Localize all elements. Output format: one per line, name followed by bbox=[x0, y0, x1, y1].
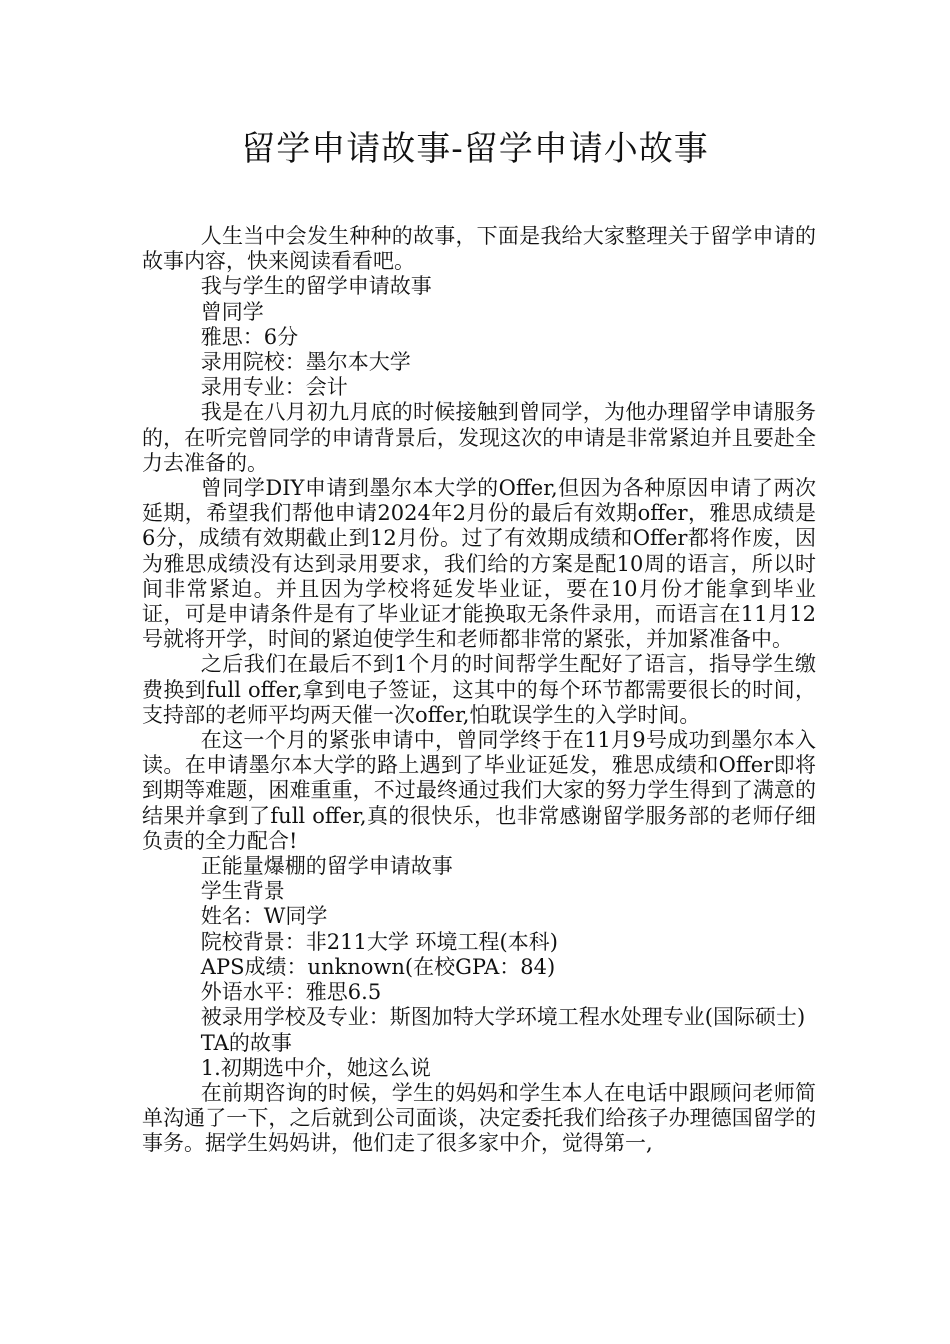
admitted-major: 录用专业：会计 bbox=[200, 375, 348, 400]
language-level: 外语水平：雅思6.5 bbox=[200, 980, 382, 1005]
paragraph-story-1-a: 我是在八月初九月底的时候接触到曾同学，为他办理留学申请服务的，在听完曾同学的申请背景后，发现这次的申请是非常紧迫并且要赴全力去准备的。 bbox=[142, 400, 816, 475]
paragraph-story-1-b: 曾同学DIY申请到墨尔本大学的Offer,但因为各种原因申请了两次延期，希望我们帮他申请2024年2月份的最后有效期offer，雅思成绩是6分，成绩有效期截止到12月份。过了有效期成绩和Offer都将作废，因为雅思成绩没有达到录用要求，我们给的方案是配10周的语言，所以时间非常紧迫。并且因为学校将延发毕业证，要在10月份才能拿到毕业证，可是申请条件是有了毕业证才能换取无条件录用，而语言在11月12号就将开学，时间的紧迫使学生和老师都非常的紧张，并加紧准备中。 bbox=[142, 476, 816, 652]
paragraph-story-1-d: 在这一个月的紧张申请中，曾同学终于在11月9号成功到墨尔本入读。在申请墨尔本大学的路上遇到了毕业证延发，雅思成绩和Offer即将到期等难题，困难重重，不过最终通过我们大家的努力学生得到了满意的结果并拿到了full offer,真的很快乐，也非常感谢留学服务部的老师仔细负责的全力配合! bbox=[142, 728, 816, 853]
subheading-choosing-agent: 1.初期选中介，她这么说 bbox=[200, 1055, 431, 1080]
admitted-school: 录用院校：墨尔本大学 bbox=[200, 350, 411, 375]
student-background-heading: 学生背景 bbox=[200, 879, 285, 904]
school-background: 院校背景：非211大学 环境工程(本科) bbox=[200, 929, 558, 954]
document-title: 留学申请故事-留学申请小故事 bbox=[241, 129, 709, 169]
paragraph-story-2-a: 在前期咨询的时候，学生的妈妈和学生本人在电话中跟顾问老师简单沟通了一下，之后就到公司面谈，决定委托我们给孩子办理德国留学的事务。据学生妈妈讲，他们走了很多家中介，觉得第一, bbox=[142, 1080, 816, 1156]
document-body bbox=[142, 224, 816, 1157]
section-heading-story-1: 我与学生的留学申请故事 bbox=[200, 274, 432, 299]
admitted-program: 被录用学校及专业：斯图加特大学环境工程水处理专业(国际硕士) bbox=[200, 1005, 806, 1030]
section-heading-story-2: 正能量爆棚的留学申请故事 bbox=[200, 854, 453, 879]
aps-score: APS成绩：unknown(在校GPA：84) bbox=[200, 954, 556, 979]
ielts-score: 雅思：6分 bbox=[200, 324, 299, 349]
student-name-2: 姓名：W同学 bbox=[200, 904, 328, 929]
paragraph-intro: 人生当中会发生种种的故事，下面是我给大家整理关于留学申请的故事内容，快来阅读看看吧。 bbox=[142, 224, 816, 274]
paragraph-story-1-c: 之后我们在最后不到1个月的时间帮学生配好了语言，指导学生缴费换到full offer,拿到电子签证，这其中的每个环节都需要很长的时间，支持部的老师平均两天催一次offer,怕耽误学生的入学时间。 bbox=[142, 652, 816, 727]
student-name: 曾同学 bbox=[200, 299, 264, 324]
story-heading: TA的故事 bbox=[200, 1030, 292, 1055]
